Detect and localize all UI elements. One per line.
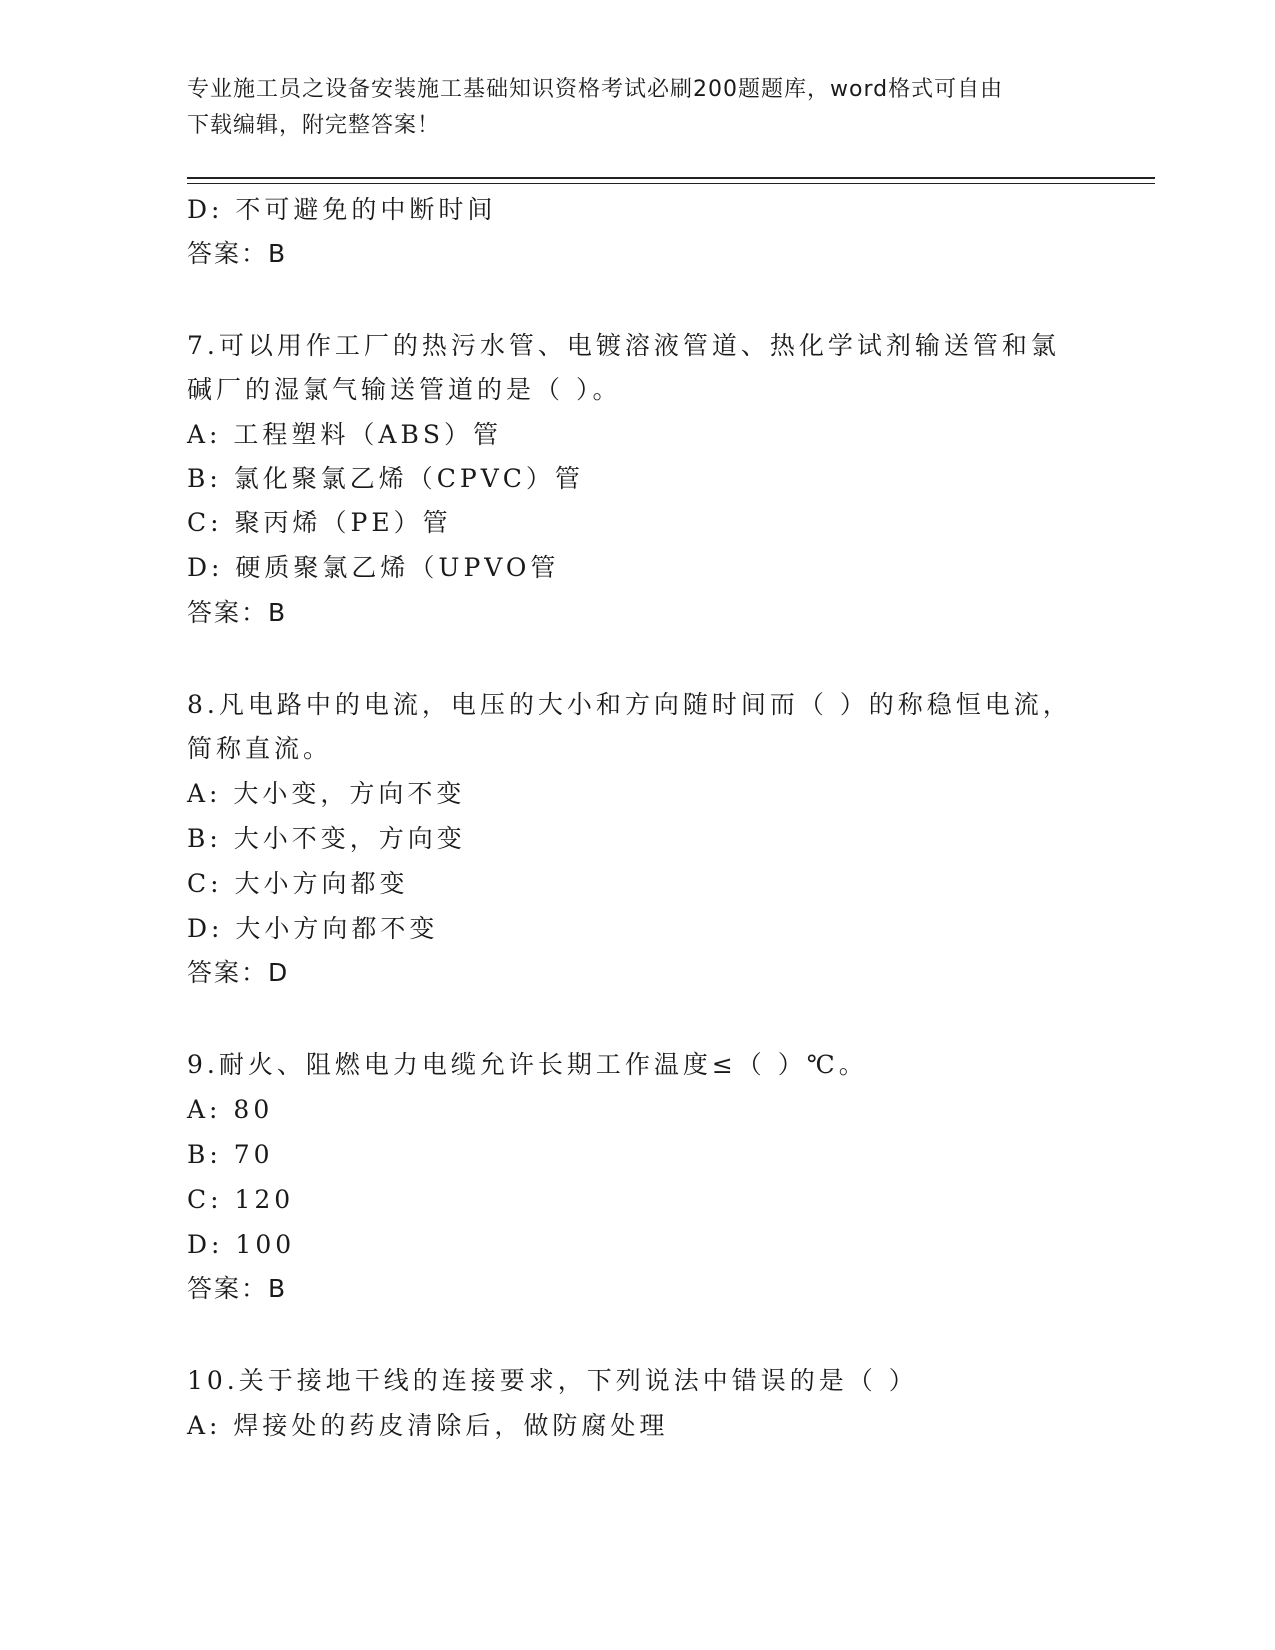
q9-option-b: B: 70 — [187, 1140, 274, 1169]
q7-option-c: C: 聚丙烯（PE）管 — [187, 508, 452, 537]
header-divider-thick — [187, 177, 1155, 179]
q10-option-a: A: 焊接处的药皮清除后，做防腐处理 — [187, 1411, 669, 1440]
header-line-1: 专业施工员之设备安装施工基础知识资格考试必刷200题题库，word格式可自由 — [187, 77, 1004, 102]
q7-option-a: A: 工程塑料（ABS）管 — [187, 420, 502, 449]
header-divider-thin — [187, 183, 1155, 184]
q7-option-b: B: 氯化聚氯乙烯（CPVC）管 — [187, 464, 584, 493]
page-header — [187, 72, 1067, 144]
q10-stem: 10.关于接地干线的连接要求，下列说法中错误的是（ ） — [187, 1366, 918, 1395]
q7-stem-line-1: 7.可以用作工厂的热污水管、电镀溶液管道、热化学试剂输送管和氯 — [187, 331, 1060, 360]
q9-stem: 9.耐火、阻燃电力电缆允许长期工作温度≤（ ）℃。 — [187, 1050, 868, 1079]
header-line-2: 下载编辑，附完整答案！ — [187, 113, 441, 138]
q9-answer: 答案：B — [187, 1274, 288, 1303]
q7-option-d: D: 硬质聚氯乙烯（UPVO管 — [187, 553, 560, 582]
q8-option-a: A: 大小变，方向不变 — [187, 779, 466, 808]
q8-option-d: D: 大小方向都不变 — [187, 914, 439, 943]
q6-answer: 答案：B — [187, 239, 288, 268]
q9-option-a: A: 80 — [187, 1095, 274, 1124]
q6-option-d: D: 不可避免的中断时间 — [187, 195, 497, 224]
q9-option-c: C: 120 — [187, 1185, 295, 1214]
q8-option-b: B: 大小不变，方向变 — [187, 824, 466, 853]
q8-option-c: C: 大小方向都变 — [187, 869, 409, 898]
q7-answer: 答案：B — [187, 598, 288, 627]
q8-answer: 答案：D — [187, 958, 290, 987]
q8-stem-line-1: 8.凡电路中的电流，电压的大小和方向随时间而（ ）的称稳恒电流， — [187, 690, 1072, 719]
q7-stem-line-2: 碱厂的湿氯气输送管道的是（ ）。 — [187, 375, 622, 404]
q9-option-d: D: 100 — [187, 1230, 296, 1259]
q8-stem-line-2: 简称直流。 — [187, 734, 333, 763]
